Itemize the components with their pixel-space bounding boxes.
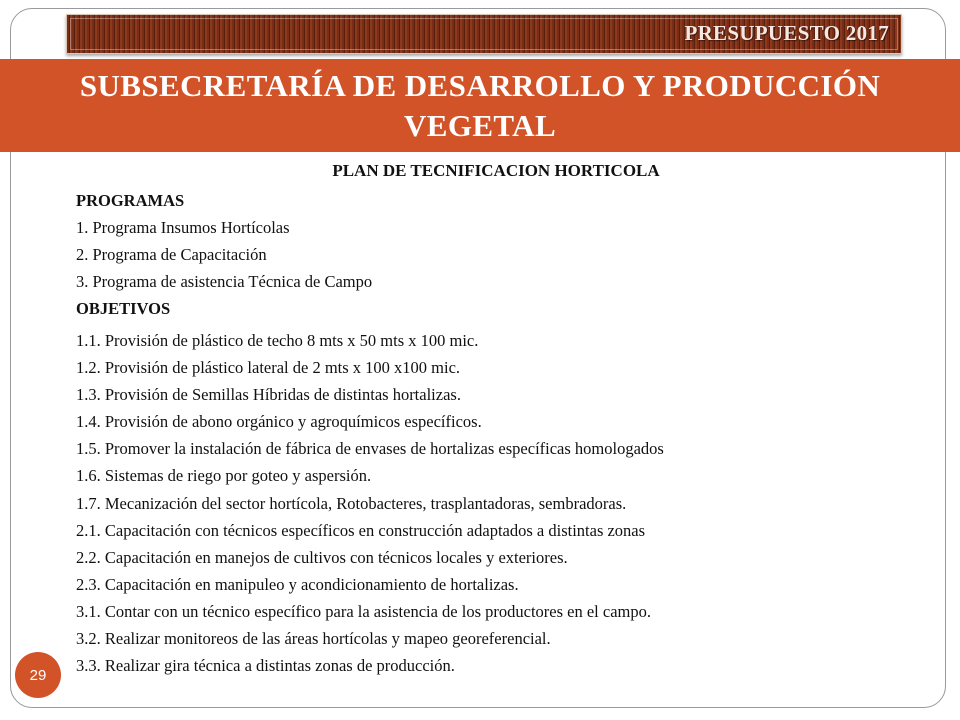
- objective-item: 1.5. Promover la instalación de fábrica de envases de hortalizas específicas homologados: [76, 439, 664, 459]
- objective-item: 2.2. Capacitación en manejos de cultivos con técnicos locales y exteriores.: [76, 547, 568, 567]
- objective-item: 1.1. Provisión de plástico de techo 8 mts x 50 mts x 100 mic.: [76, 331, 479, 350]
- budget-label: PRESUPUESTO 2017: [684, 21, 889, 45]
- program-item: 1. Programa Insumos Hortícolas: [76, 218, 290, 237]
- objective-item: 3.3. Realizar gira técnica a distintas zonas de producción.: [76, 656, 455, 676]
- page-number: 29: [29, 666, 47, 684]
- main-title: SUBSECRETARÍA DE DESARROLLO Y PRODUCCIÓN VEGETAL: [79, 67, 881, 143]
- objective-item: 1.6. Sistemas de riego por goteo y aspersión.: [76, 466, 372, 486]
- objective-item: 1.3. Provisión de Semillas Híbridas de distintas hortalizas.: [76, 385, 461, 405]
- program-item: 2. Programa de Capacitación: [76, 245, 267, 264]
- title-banner: [0, 59, 960, 152]
- programs-list: [76, 214, 876, 295]
- objectives-list: [76, 327, 876, 679]
- plan-title: PLAN DE TECNIFICACION HORTICOLA: [332, 161, 660, 180]
- objective-item: 2.3. Capacitación en manipuleo y acondicionamiento de hortalizas.: [76, 574, 519, 594]
- objective-item: 1.4. Provisión de abono orgánico y agroquímicos específicos.: [76, 412, 482, 432]
- programs-heading: PROGRAMAS: [76, 191, 185, 210]
- objective-item: 3.1. Contar con un técnico específico para la asistencia de los productores en el campo.: [76, 601, 651, 621]
- content-area: [76, 160, 876, 679]
- objective-item: 2.1. Capacitación con técnicos específicos en construcción adaptados a distintas zonas: [76, 520, 646, 540]
- objectives-heading: OBJETIVOS: [76, 299, 171, 318]
- page-number-badge: [15, 652, 61, 698]
- program-item: 3. Programa de asistencia Técnica de Campo: [76, 272, 373, 291]
- objective-item: 1.7. Mecanización del sector hortícola, Rotobacteres, trasplantadoras, sembradoras.: [76, 493, 627, 513]
- objective-item: 1.2. Provisión de plástico lateral de 2 mts x 100 x100 mic.: [76, 358, 461, 378]
- objective-item: 3.2. Realizar monitoreos de las áreas hortícolas y mapeo georeferencial.: [76, 629, 551, 649]
- top-decorative-bar: [66, 14, 902, 54]
